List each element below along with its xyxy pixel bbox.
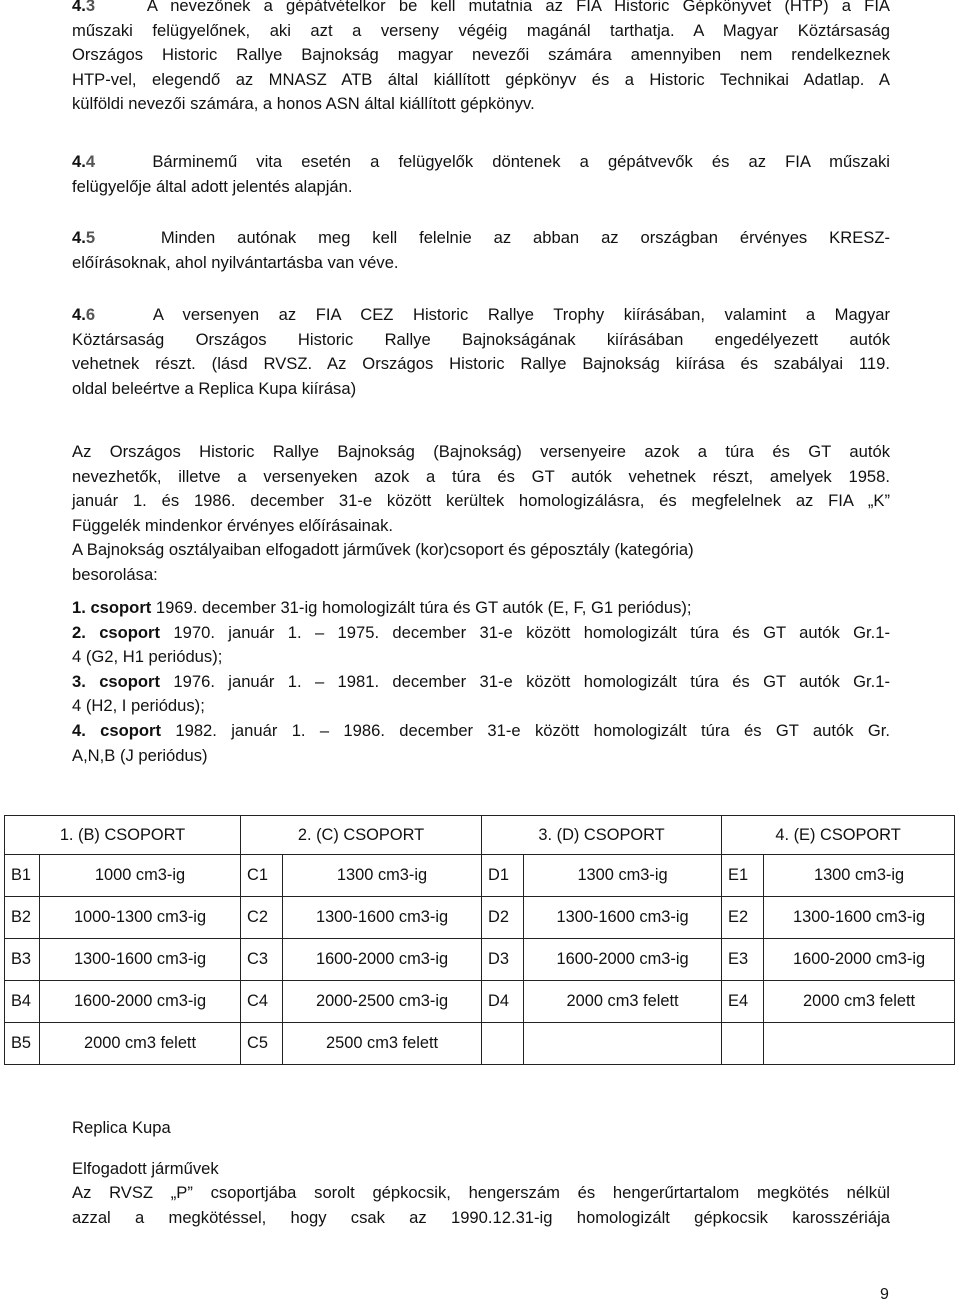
class-capacity: 1600-2000 cm3-ig <box>764 939 955 981</box>
class-capacity: 1300-1600 cm3-ig <box>524 897 722 939</box>
paragraph-4-4 <box>72 150 890 199</box>
table-header-row <box>5 816 955 855</box>
class-capacity: 1000 cm3-ig <box>40 855 241 897</box>
class-code: E3 <box>722 939 764 981</box>
group-item: 3. csoport 1976. január 1. – 1981. december 31-e között homologizált túra és GT autók Gr.1- <box>72 671 890 691</box>
section-number: 4.5 <box>72 228 96 247</box>
table-header-cell: 4. (E) CSOPORT <box>722 816 955 855</box>
paragraph-line: külföldi nevezői számára, a honos ASN által kiállított gépkönyv. <box>72 94 535 114</box>
paragraph-line: nevezhetők, illetve a versenyeken azok a túra és GT autók vehetnek részt, amelyek 1958. <box>72 466 890 486</box>
paragraph-4-5 <box>72 226 890 275</box>
class-capacity: 1600-2000 cm3-ig <box>40 981 241 1023</box>
class-code: B3 <box>5 939 40 981</box>
class-code: B5 <box>5 1023 40 1065</box>
class-capacity: 2000 cm3 felett <box>524 981 722 1023</box>
group-item: 1. csoport 1969. december 31-ig homologizált túra és GT autók (E, F, G1 periódus); <box>72 598 692 617</box>
group-item-continued: 4 (H2, I periódus); <box>72 696 205 716</box>
class-code: C5 <box>241 1023 283 1065</box>
paragraph-line: felügyelője által adott jelentés alapján. <box>72 176 353 196</box>
class-code: E4 <box>722 981 764 1023</box>
paragraph-line: besorolása: <box>72 564 158 584</box>
paragraph-line: HTP-vel, elegendő az MNASZ ATB által kiállított gépkönyv és a Historic Technikai Adatlap. A <box>72 69 890 89</box>
replica-paragraph <box>72 1181 890 1230</box>
table-row <box>5 939 955 981</box>
paragraph-4-3 <box>72 0 890 117</box>
paragraph-line: Köztársaság Országos Historic Rallye Bajnokságának kiírásában engedélyezett autók <box>72 329 890 349</box>
paragraph-line: A Bajnokság osztályaiban elfogadott járművek (kor)csoport és géposztály (kategória) <box>72 540 694 560</box>
group-item: 4. csoport 1982. január 1. – 1986. december 31-e között homologizált túra és GT autók Gr. <box>72 720 890 740</box>
class-code: D4 <box>482 981 524 1023</box>
paragraph-line: Az Országos Historic Rallye Bajnokság (Bajnokság) versenyeire azok a túra és GT autók <box>72 442 890 461</box>
class-code: C1 <box>241 855 283 897</box>
class-capacity: 1600-2000 cm3-ig <box>283 939 482 981</box>
table-header-cell: 2. (C) CSOPORT <box>241 816 482 855</box>
paragraph-line: január 1. és 1986. december 31-e között kerültek homologizálásra, és megfelelnek az FIA „K” <box>72 491 890 511</box>
class-code: D1 <box>482 855 524 897</box>
group-item-continued: 4 (G2, H1 periódus); <box>72 647 223 667</box>
class-capacity: 1300-1600 cm3-ig <box>764 897 955 939</box>
table-header-cell: 1. (B) CSOPORT <box>5 816 241 855</box>
paragraph-line: 4.4 Bárminemű vita esetén a felügyelők döntenek a gépátvevők és az FIA műszaki <box>72 152 890 171</box>
class-capacity: 1300 cm3-ig <box>764 855 955 897</box>
class-code: C4 <box>241 981 283 1023</box>
class-capacity <box>524 1023 722 1065</box>
paragraph-line: vehetnek részt. (lásd RVSZ. Az Országos Historic Rallye Bajnokság kiírása és szabályai 119. <box>72 354 890 374</box>
paragraph-line: oldal beleértve a Replica Kupa kiírása) <box>72 378 357 398</box>
table-header-cell: 3. (D) CSOPORT <box>482 816 722 855</box>
class-code: E2 <box>722 897 764 939</box>
paragraph-4-6 <box>72 303 890 401</box>
section-number: 4.3 <box>72 0 96 15</box>
class-capacity: 2000 cm3 felett <box>40 1023 241 1065</box>
table-row <box>5 1023 955 1065</box>
class-capacity: 1300 cm3-ig <box>524 855 722 897</box>
group-list <box>72 596 890 768</box>
class-code <box>482 1023 524 1065</box>
capacity-table <box>4 815 955 1065</box>
paragraph-line: 4.6 A versenyen az FIA CEZ Historic Rallye Trophy kiírásában, valamint a Magyar <box>72 305 890 324</box>
paragraph-line: előírásoknak, ahol nyilvántartásba van véve. <box>72 252 399 272</box>
class-capacity: 2000-2500 cm3-ig <box>283 981 482 1023</box>
class-capacity: 1300-1600 cm3-ig <box>283 897 482 939</box>
paragraph-line: műszaki felügyelőnek, aki azt a verseny végéig magánál tarthatja. A Magyar Köztársaság <box>72 20 890 40</box>
section-number: 4.6 <box>72 305 96 324</box>
class-code: C2 <box>241 897 283 939</box>
class-code: B1 <box>5 855 40 897</box>
class-capacity: 1300-1600 cm3-ig <box>40 939 241 981</box>
class-capacity: 1300 cm3-ig <box>283 855 482 897</box>
paragraph-line: Az RVSZ „P” csoportjába sorolt gépkocsik, hengerszám és hengerűrtartalom megkötés nélkül <box>72 1183 890 1202</box>
class-capacity: 1000-1300 cm3-ig <box>40 897 241 939</box>
paragraph-line: azzal a megkötéssel, hogy csak az 1990.12.31-ig homologizált gépkocsik karosszériája <box>72 1207 890 1227</box>
intro-paragraph <box>72 440 890 588</box>
replica-subtitle: Elfogadott járművek <box>72 1159 219 1178</box>
section-number: 4.4 <box>72 152 96 171</box>
class-code: B4 <box>5 981 40 1023</box>
class-code <box>722 1023 764 1065</box>
paragraph-line: Országos Historic Rallye Bajnokság magyar nevezői számára amennyiben nem rendelkeznek <box>72 45 890 65</box>
paragraph-line: 4.5 Minden autónak meg kell felelnie az abban az országban érvényes KRESZ- <box>72 228 890 247</box>
class-capacity: 2500 cm3 felett <box>283 1023 482 1065</box>
class-code: C3 <box>241 939 283 981</box>
class-code: B2 <box>5 897 40 939</box>
group-item-continued: A,N,B (J periódus) <box>72 745 208 765</box>
table-row <box>5 855 955 897</box>
class-code: E1 <box>722 855 764 897</box>
page-number: 9 <box>880 1286 889 1303</box>
class-code: D2 <box>482 897 524 939</box>
class-capacity: 1600-2000 cm3-ig <box>524 939 722 981</box>
class-capacity <box>764 1023 955 1065</box>
group-item: 2. csoport 1970. január 1. – 1975. december 31-e között homologizált túra és GT autók Gr.1- <box>72 622 890 642</box>
paragraph-line: Függelék mindenkor érvényes előírásainak. <box>72 515 393 535</box>
table-row <box>5 897 955 939</box>
replica-title: Replica Kupa <box>72 1118 171 1137</box>
class-capacity: 2000 cm3 felett <box>764 981 955 1023</box>
table-row <box>5 981 955 1023</box>
class-code: D3 <box>482 939 524 981</box>
paragraph-line: 4.3 A nevezőnek a gépátvételkor be kell mutatnia az FIA Historic Gépkönyvet (HTP) a FIA <box>72 0 890 19</box>
